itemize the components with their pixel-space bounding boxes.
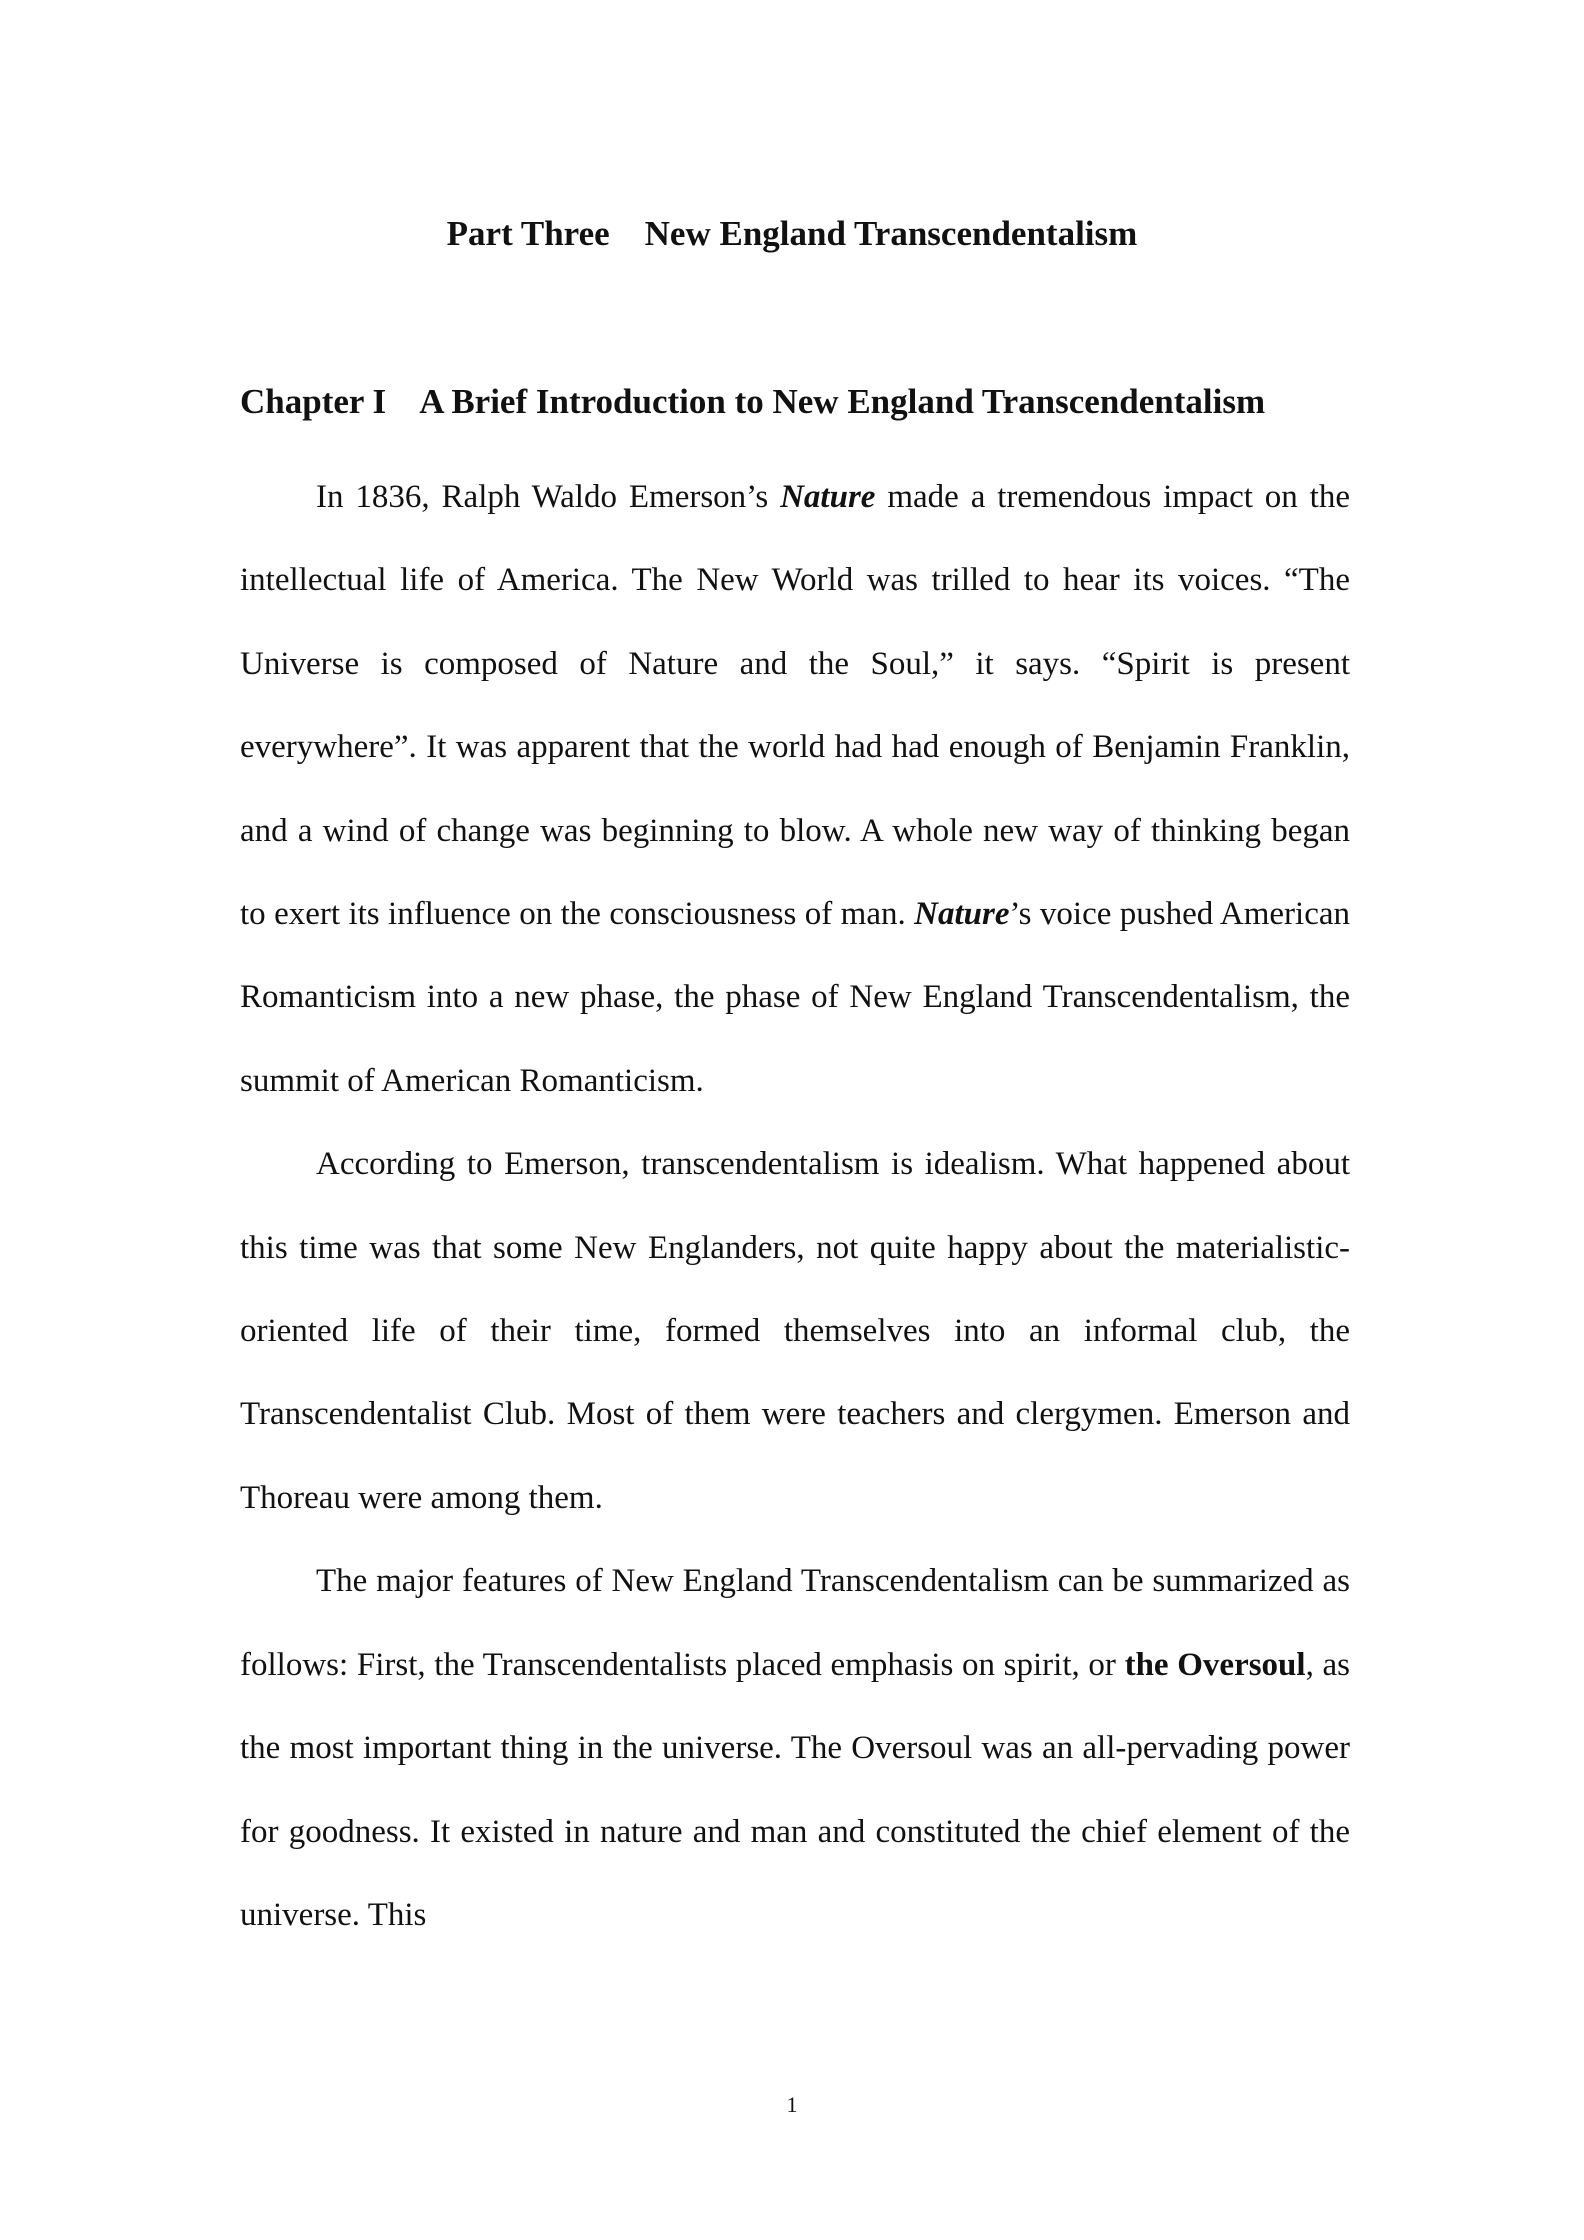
chapter-title: Chapter I A Brief Introduction to New England Transcendentalism (240, 382, 1266, 421)
paragraph-1-text-c: ’s voice pushed American Romanticism into a new phase, the phase of New England Transcendentalism, the summit of American Romanticism. (240, 896, 1350, 1099)
paragraph-3-text-b: , as the most important thing in the universe. The Oversoul was an all-pervading power for goodness. It existed in nature and man and constituted the chief element of the universe. This (240, 1646, 1350, 1933)
paragraph-1-text-b: made a tremendous impact on the intellectual life of America. The New World was trilled to hear its voices. “The Universe is composed of Nature and the Soul,” it says. “Spirit is present everywhere”. It was apparent that the world had had enough of Benjamin Franklin, and a wind of change was beginning to blow. A whole new way of thinking began to exert its influence on the consciousness of man. (240, 479, 1351, 933)
paragraph-1 (240, 456, 1350, 1123)
nature-title-italic-2: Nature (914, 896, 1010, 933)
part-title: Part Three New England Transcendentalism (446, 214, 1138, 253)
nature-title-italic: Nature (780, 479, 876, 515)
oversoul-term-bold: the Oversoul (1124, 1646, 1306, 1683)
paragraph-2: According to Emerson, transcendentalism is idealism. What happened about this time was that some New Englanders, not quite happy about the materialistic-oriented life of their time, formed themselves into an informal club, the Transcendentalist Club. Most of them were teachers and clergymen. Emerson and Thoreau were among them. (240, 1146, 1350, 1516)
page-number: 1 (786, 2092, 798, 2117)
paragraph-3 (240, 1540, 1350, 1957)
paragraph-1-text-a: In 1836, Ralph Waldo Emerson’s (316, 479, 781, 515)
paragraph-3-text-a: The major features of New England Transcendentalism can be summarized as follows: First, the Transcendentalists placed emphasis on spirit, or (240, 1563, 1350, 1683)
body-text (240, 456, 1350, 1957)
